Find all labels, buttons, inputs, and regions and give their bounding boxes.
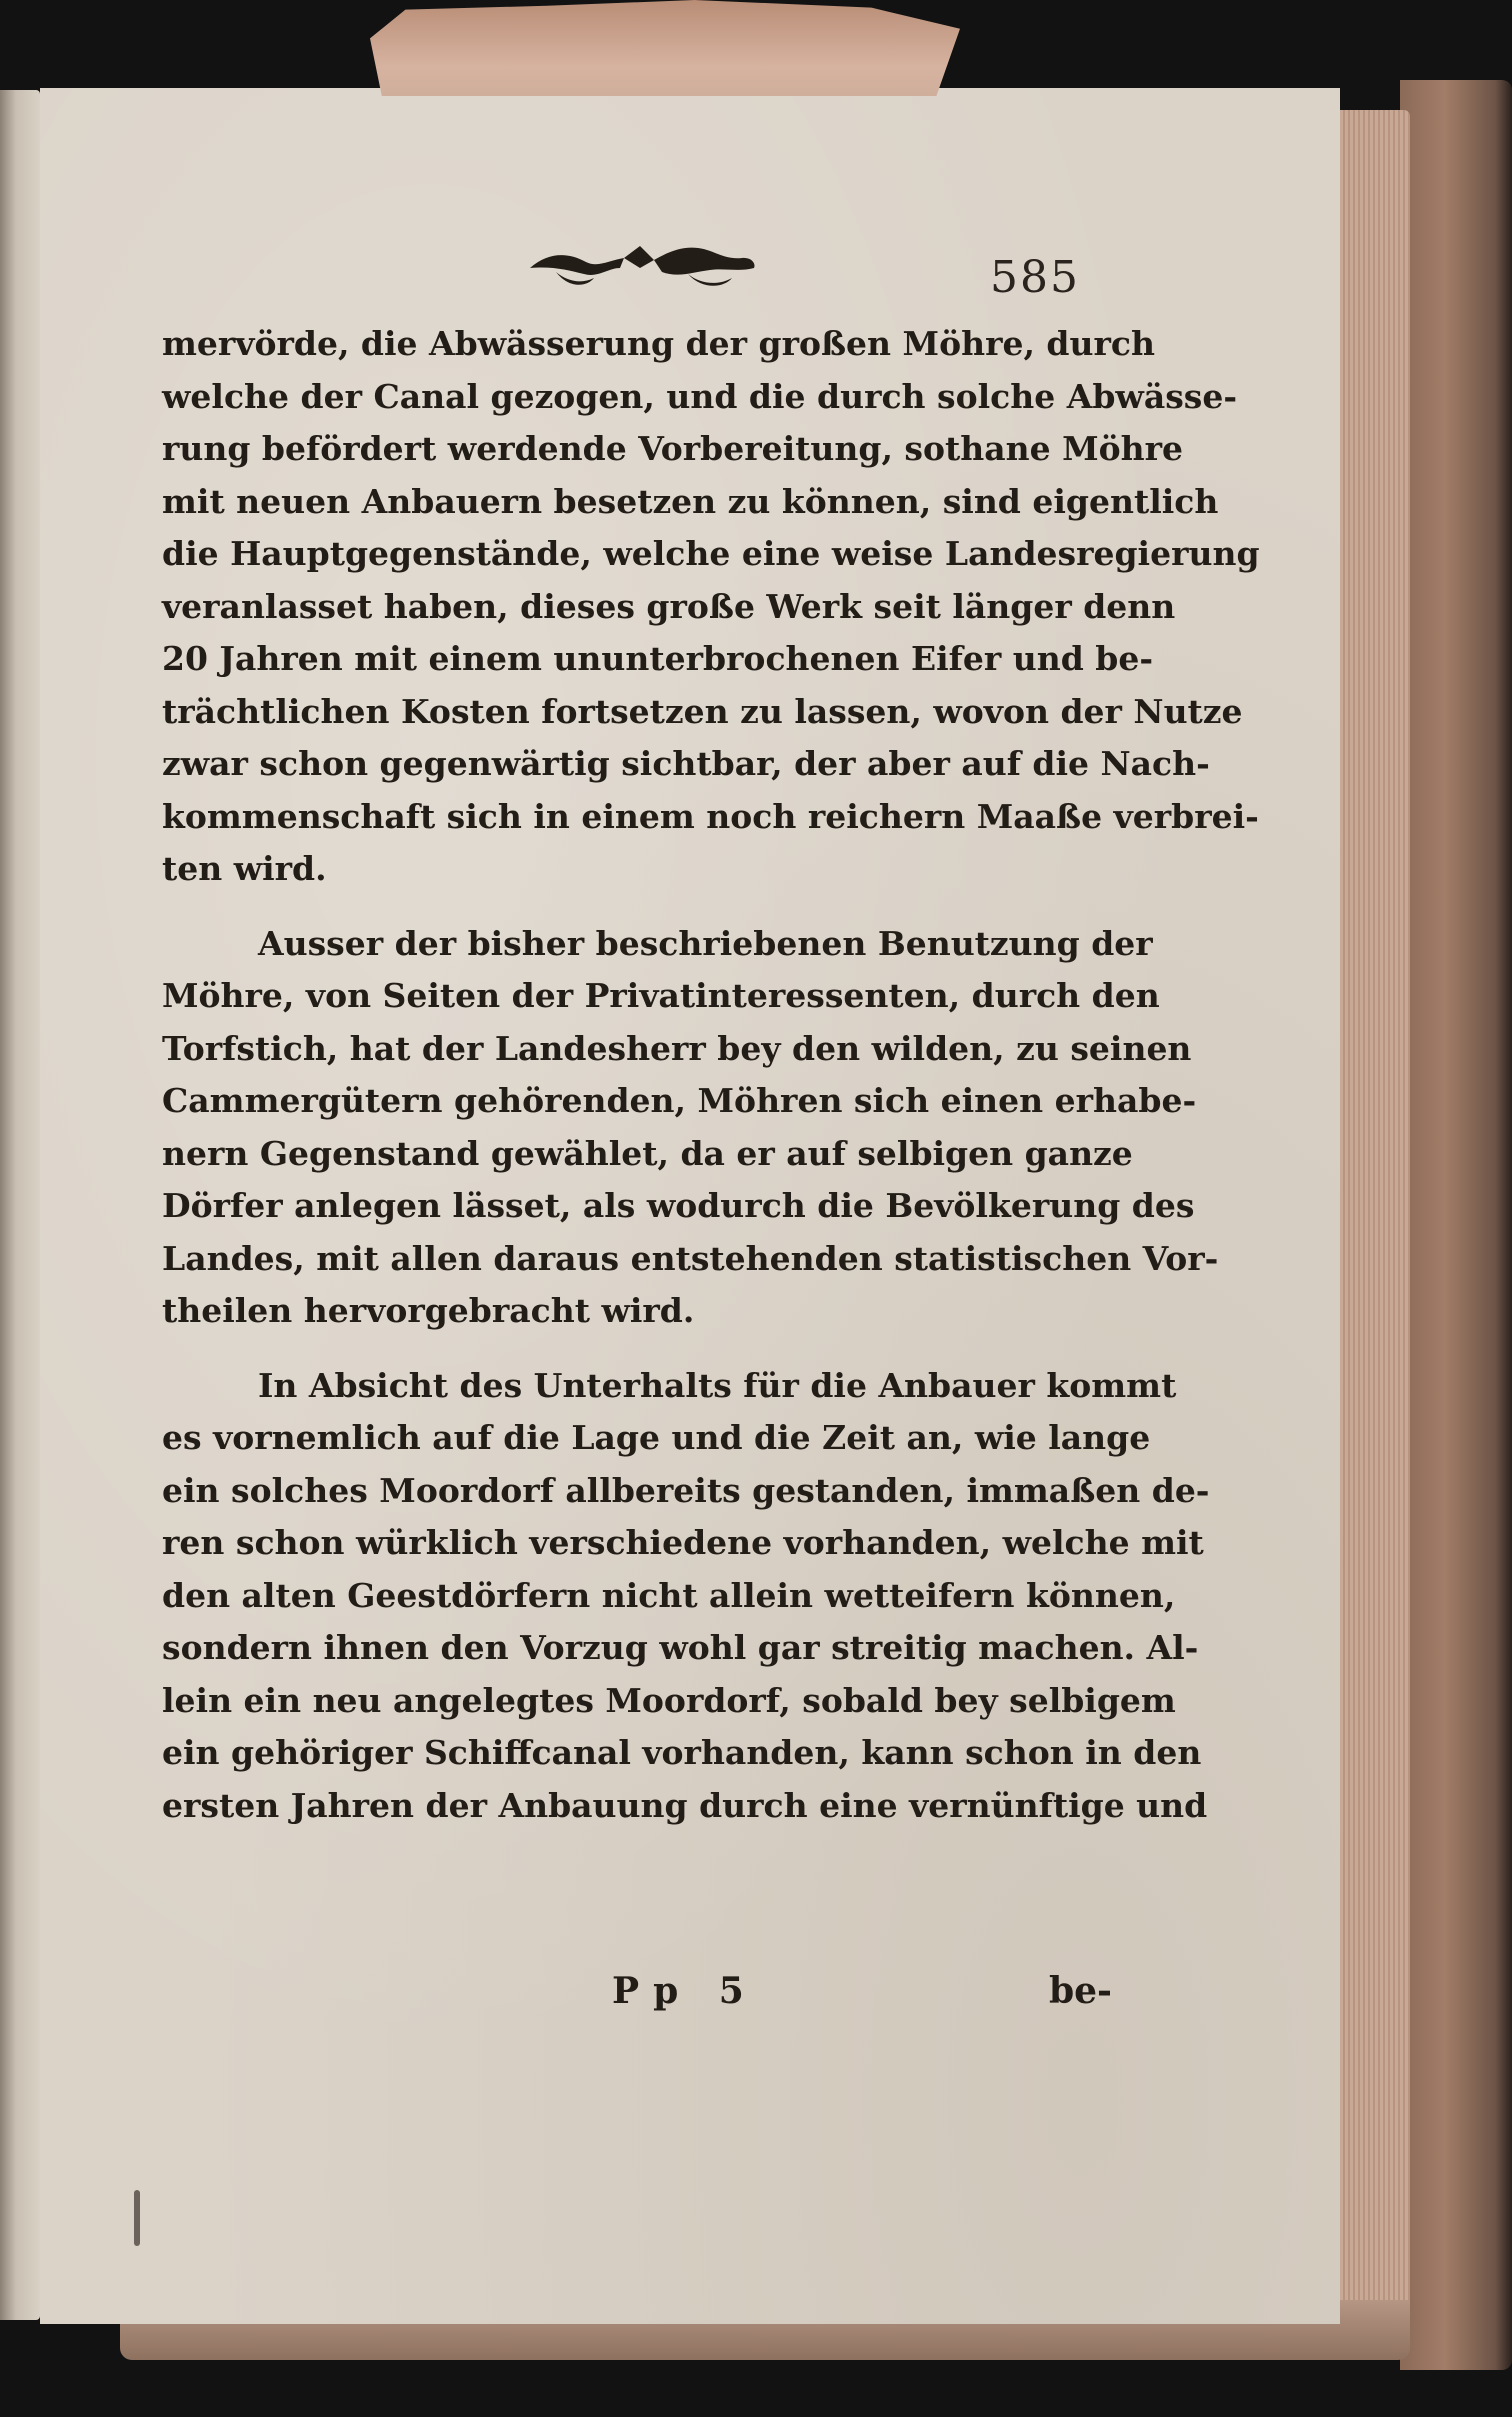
text-line: zwar schon gegenwärtig sichtbar, der aber auf die Nach- bbox=[162, 744, 1210, 783]
text-line: mit neuen Anbauern besetzen zu können, sind eigentlich bbox=[162, 481, 1219, 521]
text-line: ein gehöriger Schiffcanal vorhanden, kann schon in den bbox=[162, 1733, 1202, 1772]
text-line: Dörfer anlegen lässet, als wodurch die Bevölkerung des bbox=[162, 1186, 1195, 1225]
text-line: es vornemlich auf die Lage und die Zeit an, wie lange bbox=[162, 1418, 1151, 1457]
page-footer bbox=[162, 1970, 1112, 2030]
text-line: sondern ihnen den Vorzug wohl gar streitig machen. Al- bbox=[162, 1628, 1199, 1667]
margin-mark bbox=[134, 2190, 140, 2246]
text-line: trächtlichen Kosten fortsetzen zu lassen, wovon der Nutze bbox=[162, 691, 1243, 731]
text-line: welche der Canal gezogen, und die durch solche Abwässe- bbox=[162, 376, 1238, 416]
torn-paper-strip bbox=[370, 0, 960, 96]
text-line: kommenschaft sich in einem noch reichern Maaße verbrei- bbox=[162, 796, 1259, 836]
text-line: In Absicht des Unterhalts für die Anbauer kommt bbox=[258, 1365, 1177, 1405]
text-line: rung befördert werdende Vorbereitung, sothane Möhre bbox=[162, 429, 1184, 468]
text-line: lein ein neu angelegtes Moordorf, sobald bey selbigem bbox=[162, 1680, 1176, 1720]
left-page-edge bbox=[0, 90, 40, 2320]
catchword: be- bbox=[1048, 1970, 1112, 2012]
text-line: ren schon würklich verschiedene vorhanden, welche mit bbox=[162, 1523, 1204, 1562]
text-line: nern Gegenstand gewählet, da er auf selbigen ganze bbox=[162, 1133, 1133, 1173]
text-line: Cammergütern gehörenden, Möhren sich einen erhabe- bbox=[162, 1081, 1197, 1120]
text-line: 20 Jahren mit einem ununterbrochenen Eifer und be- bbox=[162, 639, 1154, 678]
text-line: Ausser der bisher beschriebenen Benutzung der bbox=[258, 923, 1153, 963]
signature-mark: Pp 5 bbox=[612, 1970, 758, 2012]
text-line: ein solches Moordorf allbereits gestanden, immaßen de- bbox=[162, 1470, 1210, 1510]
text-line: ersten Jahren der Anbauung durch eine vernünftige und bbox=[162, 1785, 1208, 1825]
text-line: die Hauptgegenstände, welche eine weise Landesregierung bbox=[162, 534, 1260, 573]
text-line: theilen hervorgebracht wird. bbox=[162, 1291, 695, 1330]
page-number: 585 bbox=[990, 252, 1080, 303]
printer-fleuron-icon bbox=[528, 238, 758, 294]
text-line: veranlasset haben, dieses große Werk seit länger denn bbox=[162, 586, 1176, 626]
text-line: ten wird. bbox=[162, 849, 327, 888]
text-line: Torfstich, hat der Landesherr bey den wilden, zu seinen bbox=[162, 1028, 1192, 1068]
text-line: Möhre, von Seiten der Privatinteressenten, durch den bbox=[162, 976, 1160, 1015]
text-line: Landes, mit allen daraus entstehenden statistischen Vor- bbox=[162, 1238, 1219, 1278]
text-line: den alten Geestdörfern nicht allein wetteifern können, bbox=[162, 1575, 1176, 1615]
book-binding bbox=[1400, 80, 1512, 2370]
body-text bbox=[162, 318, 1260, 1832]
text-line: mervörde, die Abwässerung der großen Möhre, durch bbox=[162, 324, 1155, 363]
